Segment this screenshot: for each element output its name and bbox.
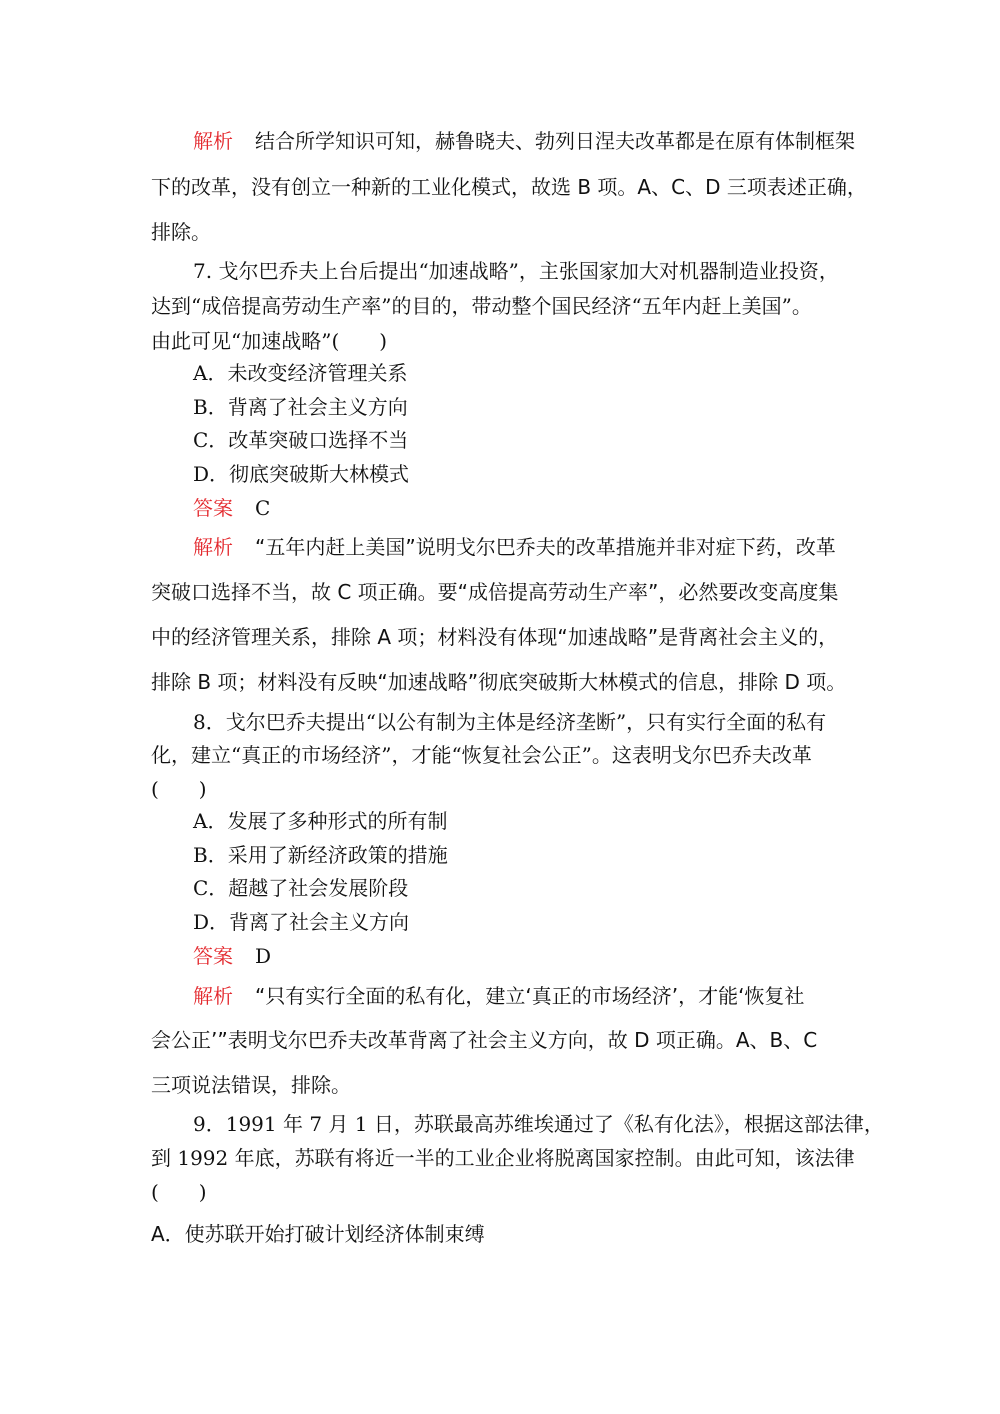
q7-option-d: D．彻底突破斯大林模式: [193, 462, 410, 486]
analysis-text: “只有实行全面的私有化，建立‘真正的市场经济’，才能‘恢复社: [255, 984, 805, 1008]
q8-option-c: C．超越了社会发展阶段: [193, 876, 409, 900]
answer-label: 答案: [193, 496, 233, 520]
q8-stem-line-1: 8．戈尔巴乔夫提出“以公有制为主体是经济垄断”，只有实行全面的私有: [193, 710, 827, 734]
q6-analysis-line-1: [193, 131, 855, 152]
q9-stem-line-1: 9．1991 年 7 月 1 日，苏联最高苏维埃通过了《私有化法》，根据这部法律，: [193, 1112, 884, 1136]
q7-option-b: B．背离了社会主义方向: [193, 395, 408, 419]
analysis-text: “五年内赶上美国”说明戈尔巴乔夫的改革措施并非对症下药，改革: [255, 535, 836, 559]
q8-stem-line-2: 化，建立“真正的市场经济”，才能“恢复社会公正”。这表明戈尔巴乔夫改革: [151, 743, 812, 767]
q8-analysis-line-1: [193, 986, 804, 1007]
q7-analysis-line-3: 中的经济管理关系，排除 A 项；材料没有体现“加速战略”是背离社会主义的，: [151, 625, 839, 649]
q8-option-b: B．采用了新经济政策的措施: [193, 843, 448, 867]
q7-option-c: C．改革突破口选择不当: [193, 428, 409, 452]
answer-value: D: [255, 944, 272, 968]
q8-answer: [193, 946, 271, 967]
q7-stem-line-2: 达到“成倍提高劳动生产率”的目的，带动整个国民经济“五年内赶上美国”。: [151, 294, 812, 318]
q8-analysis-line-3: 三项说法错误，排除。: [151, 1073, 351, 1097]
q7-answer: [193, 498, 270, 519]
q8-option-a: A．发展了多种形式的所有制: [193, 809, 448, 833]
q7-analysis-line-2: 突破口选择不当，故 C 项正确。要“成倍提高劳动生产率”，必然要改变高度集: [151, 580, 839, 604]
q7-stem-line-1: 7. 戈尔巴乔夫上台后提出“加速战略”，主张国家加大对机器制造业投资，: [193, 259, 839, 283]
q9-stem-line-3: ( ): [151, 1180, 207, 1204]
analysis-label: 解析: [193, 535, 233, 559]
q9-option-a: A．使苏联开始打破计划经济体制束缚: [151, 1222, 485, 1246]
q7-analysis-line-1: [193, 537, 836, 558]
q8-analysis-line-2: 会公正’”表明戈尔巴乔夫改革背离了社会主义方向，故 D 项正确。A、B、C: [151, 1028, 818, 1052]
q6-analysis-line-3: 排除。: [151, 220, 211, 244]
q7-analysis-line-4: 排除 B 项；材料没有反映“加速战略”彻底突破斯大林模式的信息，排除 D 项。: [151, 670, 847, 694]
q8-stem-line-3: ( ): [151, 777, 207, 801]
answer-value: C: [255, 496, 271, 520]
analysis-label: 解析: [193, 984, 233, 1008]
q7-stem-line-3: 由此可见“加速战略”( ): [151, 329, 388, 353]
q6-analysis-line-2: 下的改革，没有创立一种新的工业化模式，故选 B 项。A、C、D 三项表述正确，: [151, 175, 867, 199]
analysis-text: 结合所学知识可知，赫鲁晓夫、勃列日涅夫改革都是在原有体制框架: [255, 129, 855, 153]
q8-option-d: D．背离了社会主义方向: [193, 910, 410, 934]
analysis-label: 解析: [193, 129, 233, 153]
answer-label: 答案: [193, 944, 233, 968]
q9-stem-line-2: 到 1992 年底，苏联有将近一半的工业企业将脱离国家控制。由此可知，该法律: [151, 1146, 855, 1170]
q7-option-a: A．未改变经济管理关系: [193, 361, 408, 385]
